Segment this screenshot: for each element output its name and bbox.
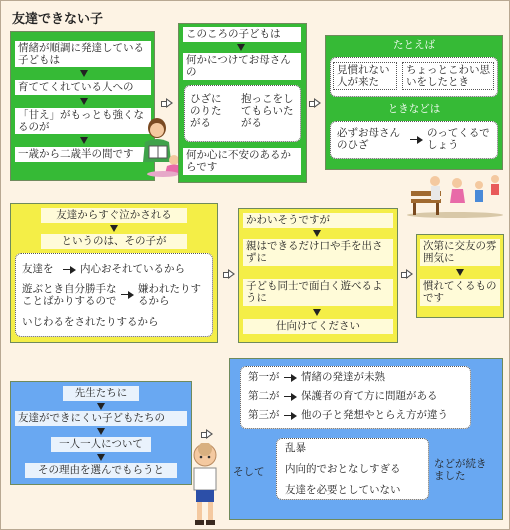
flow-arrow-right: [201, 429, 213, 439]
arrow-down: [97, 454, 105, 461]
arrow-right: [284, 413, 297, 419]
arrow-down: [237, 44, 245, 51]
page-title: 友達できない子: [12, 12, 104, 27]
child-figure-illustration: [187, 443, 223, 527]
arrow-down: [80, 98, 88, 105]
arrow-down: [313, 230, 321, 237]
p4-r1a: 友達を: [22, 263, 54, 275]
arrow-right: [284, 375, 297, 381]
arrow-right: [410, 137, 423, 143]
p2-col1: ひざにのりたがる: [190, 93, 222, 129]
p7-line2: 友達ができにくい子どもたちの: [15, 411, 187, 426]
p5-line4: 仕向けてください: [243, 319, 393, 334]
p8-r3b: 他の子と発想やとらえ方が違う: [301, 409, 448, 421]
p2-line1: このころの子どもは: [183, 27, 301, 42]
p5-line3: 子ども同士で面白く遊べるように: [243, 279, 393, 306]
arrow-right: [284, 394, 297, 400]
p7-line1: 先生たちに: [63, 386, 139, 401]
arrow-down: [313, 309, 321, 316]
p8-l2: 内向的でおとなしすぎる: [285, 463, 401, 475]
arrow-down: [97, 428, 105, 435]
flow-arrow-right: [309, 98, 321, 108]
flow-arrow-right: [161, 98, 173, 108]
p3-mid: ときなどは: [387, 103, 441, 115]
p4-r3: いじわるをされたりするから: [22, 316, 159, 328]
flow-arrow-right: [223, 269, 235, 279]
p8-l1: 乱暴: [285, 442, 306, 454]
p1-line2: 育ててくれている人への: [15, 80, 151, 95]
p3-ex2: ちょっとこわい思いをしたとき: [402, 62, 494, 90]
arrow-down: [456, 269, 464, 276]
p4-r2a: 遊ぶとき自分勝手なことばかりするので: [22, 283, 117, 307]
arrow-right: [63, 267, 76, 273]
p4-line2: というのは、その子が: [41, 234, 187, 249]
p8-r3a: 第三が: [248, 409, 280, 421]
arrow-down: [80, 70, 88, 77]
arrow-down: [97, 403, 105, 410]
p5-line1: かわいそうですが: [243, 213, 393, 228]
p3-header: たとえば: [393, 39, 435, 51]
arrow-down: [110, 225, 118, 232]
p8-r1a: 第一が: [248, 371, 280, 383]
p2-col2: 抱っこをしてもらいたがる: [241, 93, 294, 129]
p4-line1: 友達からすぐ泣かされる: [41, 208, 187, 223]
flow-arrow-right: [401, 269, 413, 279]
p3-right: のってくるでしょう: [427, 127, 490, 151]
p5-line2: 親はできるだけ口や手を出さずに: [243, 239, 393, 266]
p1-line3: 「甘え」がもっとも強くなるのが: [15, 108, 151, 134]
p8-l3: 友達を必要としていない: [285, 484, 401, 496]
p8-r2a: 第二が: [248, 390, 280, 402]
p8-r1b: 情緒の発達が未熟: [301, 371, 385, 383]
p8-soshite: そして: [233, 466, 265, 478]
arrow-right: [121, 292, 134, 298]
p7-line4: その理由を選んでもらうと: [25, 463, 177, 478]
p4-r1b: 内心おそれているから: [80, 263, 185, 275]
park-bench-children-illustration: [405, 171, 505, 219]
p3-left: 必ずお母さんのひざ: [337, 127, 400, 151]
p4-r2b: 嫌われたりするから: [138, 283, 201, 307]
p7-line3: 一人一人について: [51, 437, 151, 452]
p3-ex1: 見慣れない人が来た: [333, 62, 397, 90]
p6-line2: 慣れてくるものです: [420, 279, 500, 306]
p2-line2: 何かにつけてお母さんの: [183, 53, 301, 80]
p2-line3: 何か心に不安のあるからです: [183, 148, 301, 175]
arrow-down: [80, 137, 88, 144]
p8-end: などが続きました: [434, 458, 487, 482]
p6-line1: 次第に交友の雰囲気に: [420, 239, 500, 266]
p8-r2b: 保護者の育て方に問題がある: [301, 390, 438, 402]
p1-line4: 一歳から二歳半の間です: [15, 147, 151, 162]
p1-line1: 情緒が順調に発達している子どもは: [15, 41, 151, 67]
